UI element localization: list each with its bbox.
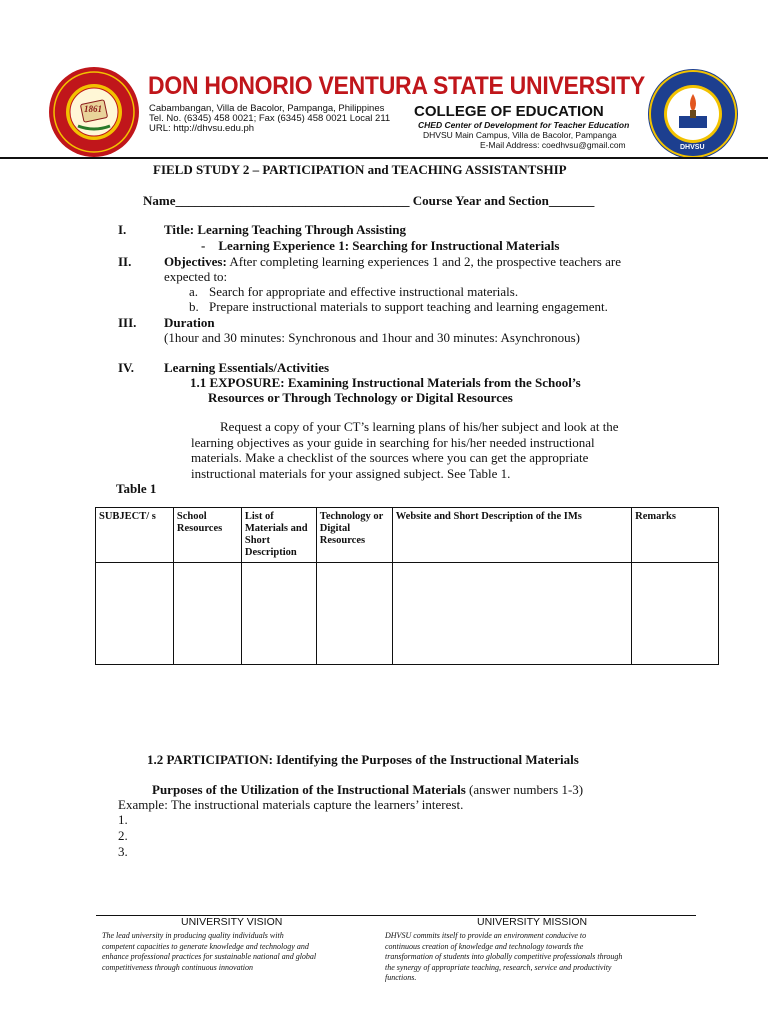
section-1-title: Title: Learning Teaching Through Assisting — [164, 222, 407, 237]
vision-text — [102, 931, 378, 973]
table-header: SUBJECT/ s — [96, 508, 174, 563]
mission-title: UNIVERSITY MISSION — [477, 916, 588, 928]
seal-bottom-text: DHVSU — [680, 144, 705, 151]
objectives-intro: After completing learning experiences 1 and 2, the prospective teachers are — [226, 254, 621, 269]
exposure-heading-2: Resources or Through Technology or Digital Resources — [208, 390, 513, 405]
instructional-materials-table — [95, 507, 719, 665]
vision-line: The lead university in producing quality individuals with — [102, 931, 284, 940]
campus-line: DHVSU Main Campus, Villa de Bacolor, Pampanga — [423, 130, 617, 140]
table-header: Technology or Digital Resources — [316, 508, 392, 563]
instructions-line-3: materials. Make a checklist of the sources where you can get the appropriate — [191, 450, 589, 465]
duration-text: (1hour and 30 minutes: Synchronous and 1hour and 30 minutes: Asynchronous) — [164, 330, 580, 345]
address-line: Cabambangan, Villa de Bacolor, Pampanga, Philippines — [149, 103, 385, 114]
section-3-title: Duration — [164, 315, 215, 330]
section-1-subtitle: - Learning Experience 1: Searching for Instructional Materials — [201, 238, 560, 253]
college-seal-logo — [647, 68, 739, 160]
table-cell[interactable] — [96, 563, 174, 665]
instructions-line-4: instructional materials for your assigned subject. See Table 1. — [191, 466, 511, 481]
mission-text — [385, 931, 687, 984]
tel-line: Tel. No. (6345) 458 0021; Fax (6345) 458 0021 Local 211 — [149, 113, 391, 124]
section-1-number: I. — [118, 222, 127, 237]
document-title: FIELD STUDY 2 – PARTICIPATION and TEACHING ASSISTANTSHIP — [153, 162, 567, 177]
participation-heading: 1.2 PARTICIPATION: Identifying the Purposes of the Instructional Materials — [147, 752, 579, 767]
objective-a-marker: a. — [189, 284, 199, 299]
section-4-number: IV. — [118, 360, 135, 375]
instructions-line-1: Request a copy of your CT’s learning plans of his/her subject and look at the — [220, 419, 619, 434]
college-name: COLLEGE OF EDUCATION — [414, 103, 604, 120]
university-seal-logo — [48, 66, 140, 158]
vision-line: competent capacities to generate knowledge and technology and — [102, 941, 309, 951]
objectives-intro-cont: expected to: — [164, 269, 228, 284]
email-line: E-Mail Address: coedhvsu@gmail.com — [480, 140, 626, 150]
example-text: Example: The instructional materials capture the learners’ interest. — [118, 797, 464, 812]
purposes-heading: Purposes of the Utilization of the Instructional Materials — [152, 782, 466, 797]
vision-title: UNIVERSITY VISION — [181, 916, 283, 928]
table-cell[interactable] — [392, 563, 631, 665]
instructions-line-2: learning objectives as your guide in searching for his/her needed instructional — [191, 435, 595, 450]
objectives-text — [164, 254, 621, 270]
section-2-number: II. — [118, 254, 132, 269]
mission-line: transformation of students into globally competitive professionals through — [385, 952, 623, 961]
table-cell[interactable] — [173, 563, 241, 665]
objectives-label: Objectives: — [164, 254, 227, 269]
table-header: Remarks — [632, 508, 719, 563]
mission-line: the synergy of appropriate teaching, research, service and productivity — [385, 962, 612, 972]
answer-number-2: 2. — [118, 828, 128, 843]
ched-line: CHED Center of Development for Teacher Education — [418, 120, 630, 130]
mission-line: continuous creation of knowledge and technology towards the — [385, 941, 584, 951]
section-3-number: III. — [118, 315, 137, 330]
purposes-note: (answer numbers 1-3) — [465, 782, 584, 797]
vision-line: competitiveness through continuous innovation — [102, 962, 254, 972]
objective-a: Search for appropriate and effective instructional materials. — [209, 284, 519, 299]
university-name: DON HONORIO VENTURA STATE UNIVERSITY — [148, 72, 645, 100]
table-header: Website and Short Description of the IMs — [392, 508, 631, 563]
objective-b-marker: b. — [189, 299, 199, 314]
seal-year: 1861 — [84, 104, 102, 114]
answer-number-3: 3. — [118, 844, 128, 859]
name-line: Name____________________________________ Course Year and Section_______ — [143, 193, 595, 208]
vision-line: enhance professional practices for sustainable national and global — [102, 952, 317, 961]
table-row — [96, 563, 719, 665]
purposes-line — [152, 782, 583, 798]
table-cell[interactable] — [316, 563, 392, 665]
header-divider — [0, 157, 768, 159]
table-header: List of Materials and Short Description — [241, 508, 316, 563]
table-cell[interactable] — [632, 563, 719, 665]
objective-b: Prepare instructional materials to support teaching and learning engagement. — [209, 299, 608, 314]
table-label: Table 1 — [116, 481, 157, 496]
answer-number-1: 1. — [118, 812, 128, 827]
table-header-row — [96, 508, 719, 563]
mission-line: DHVSU commits itself to provide an environment conducive to — [385, 931, 587, 940]
url-line: URL: http://dhvsu.edu.ph — [149, 123, 255, 134]
table-header: School Resources — [173, 508, 241, 563]
exposure-heading-1: 1.1 EXPOSURE: Examining Instructional Materials from the School’s — [190, 375, 581, 390]
table-cell[interactable] — [241, 563, 316, 665]
mission-line: functions. — [385, 973, 417, 982]
section-4-title: Learning Essentials/Activities — [164, 360, 330, 375]
